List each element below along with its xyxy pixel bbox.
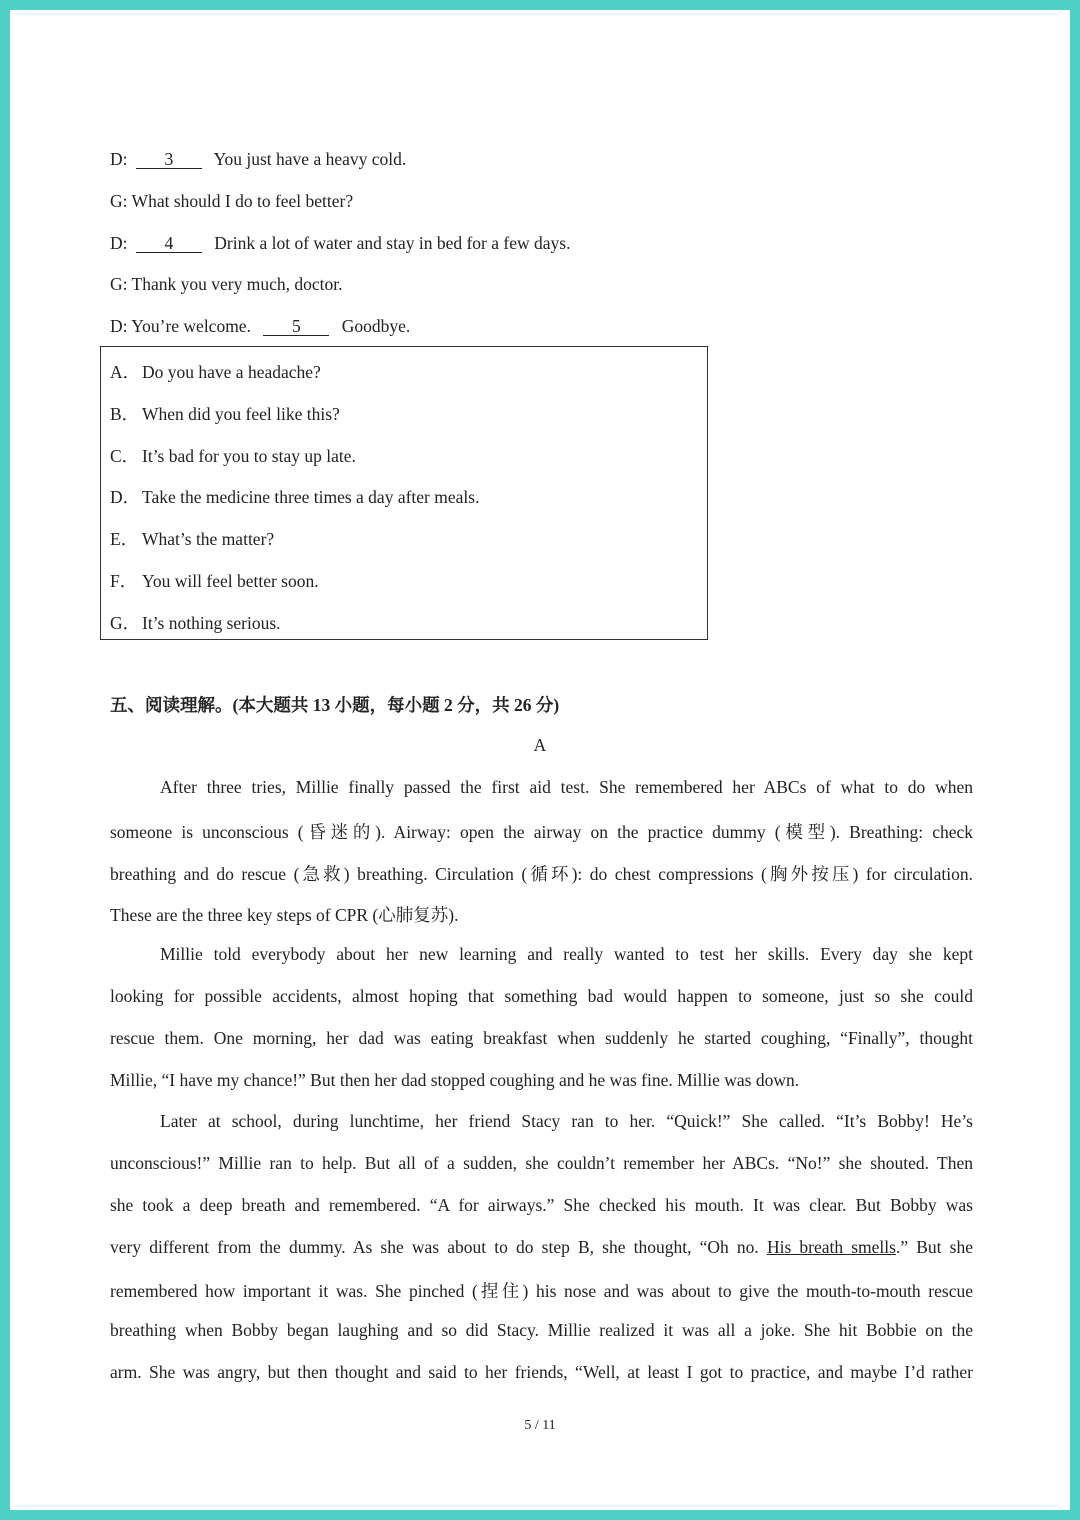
passage-label: A	[533, 735, 547, 755]
underlined-phrase: His breath smells	[766, 1237, 896, 1257]
option-text: When did you feel like this?	[142, 404, 340, 424]
passage-line: breathing when Bobby began laughing and so did Stacy. Millie realized it was all a joke. She hit Bobbie on the	[110, 1320, 973, 1340]
speaker: D:	[110, 233, 128, 253]
option-text: You will feel better soon.	[142, 571, 319, 591]
option-text: What’s the matter?	[142, 529, 275, 549]
option-letter: B．	[110, 404, 140, 424]
option-c	[110, 443, 356, 468]
option-letter: F．	[110, 571, 138, 591]
dialogue-line-2: G: What should I do to feel better?	[110, 191, 354, 211]
passage-line: she took a deep breath and remembered. “A for airways.” She checked his mouth. It was clear. But Bobby was	[110, 1195, 973, 1215]
option-text: Take the medicine three times a day after meals.	[142, 487, 480, 507]
option-a	[110, 359, 321, 384]
passage-line	[110, 1237, 973, 1258]
answer-blank-5: 5	[263, 317, 329, 336]
passage-line: Millie, “I have my chance!” But then her dad stopped coughing and he was fine. Millie was down.	[110, 1070, 800, 1090]
answer-blank-3: 3	[136, 150, 202, 169]
passage-text: very different from the dummy. As she was about to do step B, she thought, “Oh no.	[110, 1237, 759, 1257]
passage-line: arm. She was angry, but then thought and said to her friends, “Well, at least I got to practice, and maybe I’d rather	[110, 1362, 973, 1382]
option-g	[110, 610, 281, 635]
option-f	[110, 568, 319, 593]
option-text: It’s bad for you to stay up late.	[142, 446, 356, 466]
passage-line: These are the three key steps of CPR (心肺复苏).	[110, 905, 459, 925]
option-letter: E．	[110, 529, 139, 549]
answer-blank-4: 4	[136, 234, 202, 253]
passage-line: Later at school, during lunchtime, her friend Stacy ran to her. “Quick!” She called. “It’s Bobby! He’s	[160, 1111, 973, 1131]
option-b	[110, 401, 340, 426]
dialogue-line-4: G: Thank you very much, doctor.	[110, 274, 343, 294]
option-letter: G．	[110, 613, 141, 633]
passage-line: someone is unconscious (昏迷的). Airway: open the airway on the practice dummy (模型). Breathing: check	[110, 822, 973, 842]
option-letter: D．	[110, 487, 141, 507]
option-text: Do you have a headache?	[142, 362, 321, 382]
option-letter: C．	[110, 446, 140, 466]
passage-line: rescue them. One morning, her dad was eating breakfast when suddenly he started coughing, “Finally”, thought	[110, 1028, 973, 1048]
options-box	[100, 346, 708, 640]
passage-text: .” But she	[895, 1237, 974, 1257]
passage-line: breathing and do rescue (急救) breathing. Circulation (循环): do chest compressions (胸外按压) for circulation.	[110, 864, 973, 884]
passage-line: remembered how important it was. She pinched (捏住) his nose and was about to give the mouth-to-mouth rescue	[110, 1281, 973, 1301]
dialogue-text: You just have a heavy cold.	[213, 149, 407, 169]
dialogue-text: D: You’re welcome.	[110, 316, 251, 336]
exam-page	[10, 10, 1070, 1510]
speaker: D:	[110, 149, 128, 169]
passage-line: Millie told everybody about her new learning and really wanted to test her skills. Every day she kept	[160, 944, 973, 964]
passage-line: unconscious!” Millie ran to help. But all of a sudden, she couldn’t remember her ABCs. “No!” she shouted. Then	[110, 1153, 973, 1173]
dialogue-line-5	[110, 316, 410, 337]
dialogue-line-3	[110, 233, 570, 254]
option-d	[110, 484, 479, 509]
option-e	[110, 526, 274, 551]
option-text: It’s nothing serious.	[142, 613, 281, 633]
passage-line: looking for possible accidents, almost hoping that something bad would happen to someone, just so she could	[110, 986, 973, 1006]
dialogue-line-1	[110, 149, 406, 170]
page-number: 5 / 11	[524, 1418, 556, 1433]
passage-line: After three tries, Millie finally passed the first aid test. She remembered her ABCs of what to do when	[160, 777, 973, 797]
option-letter: A．	[110, 362, 141, 382]
dialogue-text: Drink a lot of water and stay in bed for a few days.	[214, 233, 571, 253]
dialogue-text-after: Goodbye.	[341, 316, 411, 336]
section-title: 五、阅读理解。(本大题共 13 小题，每小题 2 分，共 26 分)	[110, 695, 560, 715]
